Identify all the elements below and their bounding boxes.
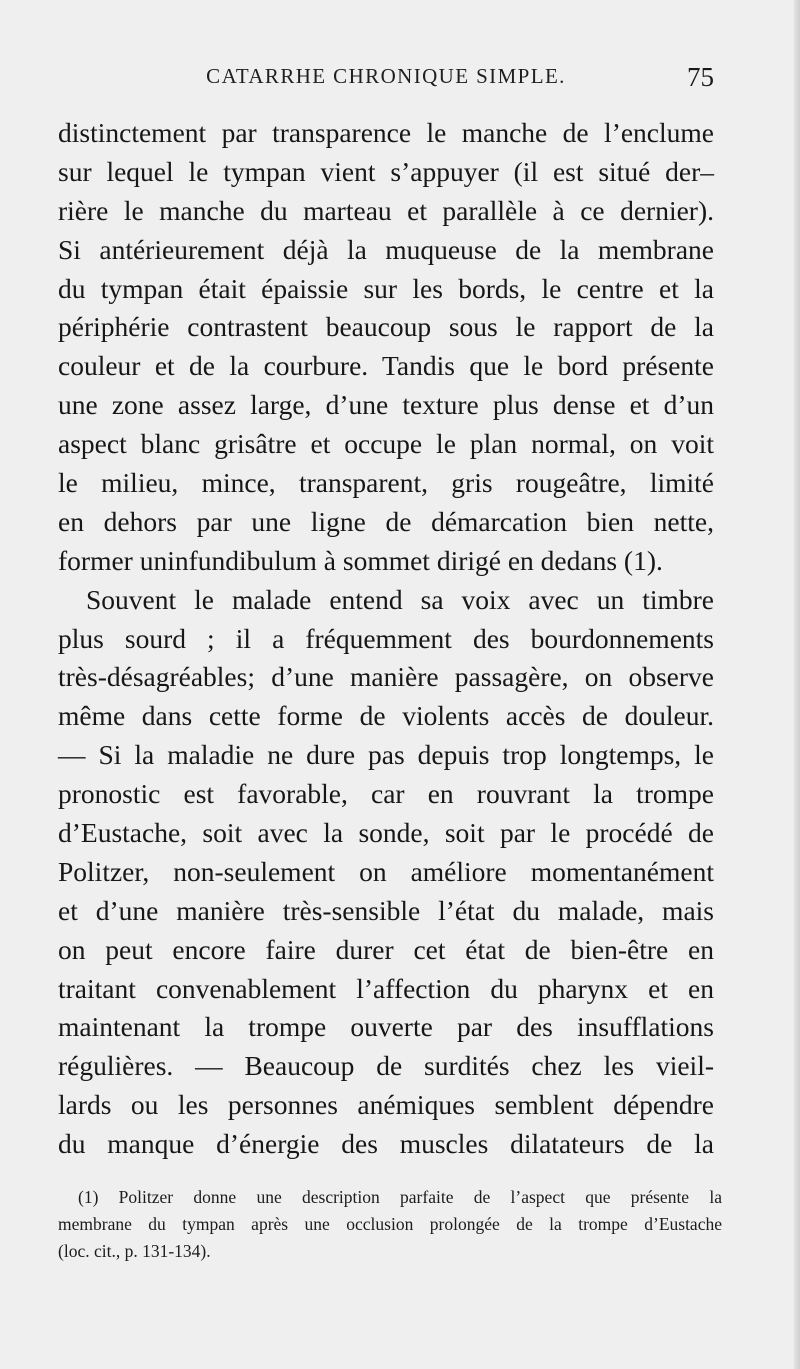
text-line: former uninfundibulum à sommet dirigé en dedans (1). — [58, 544, 663, 576]
text-line: traitant convenablement l’affection du pharynx et en — [58, 972, 714, 1004]
text-line: aspect blanc grisâtre et occupe le plan normal, on voit — [58, 428, 714, 460]
text-line: plus sourd ; il a fréquemment des bourdonnements — [58, 622, 714, 654]
footnote-line: (loc. cit., p. 131-134). — [58, 1241, 211, 1261]
text-line: maintenant la trompe ouverte par des insufflations — [58, 1011, 714, 1043]
text-line: Politzer, non-seulement on améliore momentanément — [58, 855, 714, 887]
footnote-line: membrane du tympan après une occlusion prolongée de la trompe d’Eustache — [58, 1214, 722, 1234]
text-line: lards ou les personnes anémiques semblent dépendre — [58, 1089, 714, 1121]
footnote-line: (1) Politzer donne une description parfaite de l’aspect que présente la — [78, 1187, 722, 1207]
text-line: du tympan était épaissie sur les bords, le centre et la — [58, 272, 714, 304]
text-line: le milieu, mince, transparent, gris rougeâtre, limité — [58, 467, 714, 499]
text-line: couleur et de la courbure. Tandis que le bord présente — [58, 350, 714, 382]
text-line: très-désagréables; d’une manière passagère, on observe — [58, 661, 714, 693]
text-line: rière le manche du marteau et parallèle à ce dernier). — [58, 194, 714, 226]
text-line: — Si la maladie ne dure pas depuis trop longtemps, le — [58, 739, 714, 771]
text-line: d’Eustache, soit avec la sonde, soit par le procédé de — [58, 817, 714, 849]
running-title: CATARRHE CHRONIQUE SIMPLE. — [206, 64, 566, 88]
footnote — [58, 1184, 722, 1265]
page-edge-shadow — [794, 0, 800, 1369]
text-line: sur lequel le tympan vient s’appuyer (il est situé der– — [58, 155, 714, 187]
text-line: Souvent le malade entend sa voix avec un timbre — [86, 583, 714, 615]
text-line: du manque d’énergie des muscles dilatateurs de la — [58, 1128, 714, 1160]
page-number: 75 — [687, 62, 714, 92]
text-line: on peut encore faire durer cet état de bien-être en — [58, 933, 714, 965]
text-line: en dehors par une ligne de démarcation bien nette, — [58, 505, 714, 537]
text-line: périphérie contrastent beaucoup sous le rapport de la — [58, 311, 714, 343]
text-line: régulières. — Beaucoup de surdités chez les vieil- — [58, 1050, 714, 1082]
text-line: même dans cette forme de violents accès de douleur. — [58, 700, 714, 732]
text-line: Si antérieurement déjà la muqueuse de la membrane — [58, 233, 714, 265]
text-line: distinctement par transparence le manche de l’enclume — [58, 117, 714, 148]
text-line: et d’une manière très-sensible l’état du malade, mais — [58, 894, 714, 926]
body-text — [58, 114, 714, 1164]
text-line: pronostic est favorable, car en rouvrant la trompe — [58, 778, 714, 810]
text-line: une zone assez large, d’une texture plus dense et d’un — [58, 389, 714, 421]
running-head — [58, 62, 714, 96]
